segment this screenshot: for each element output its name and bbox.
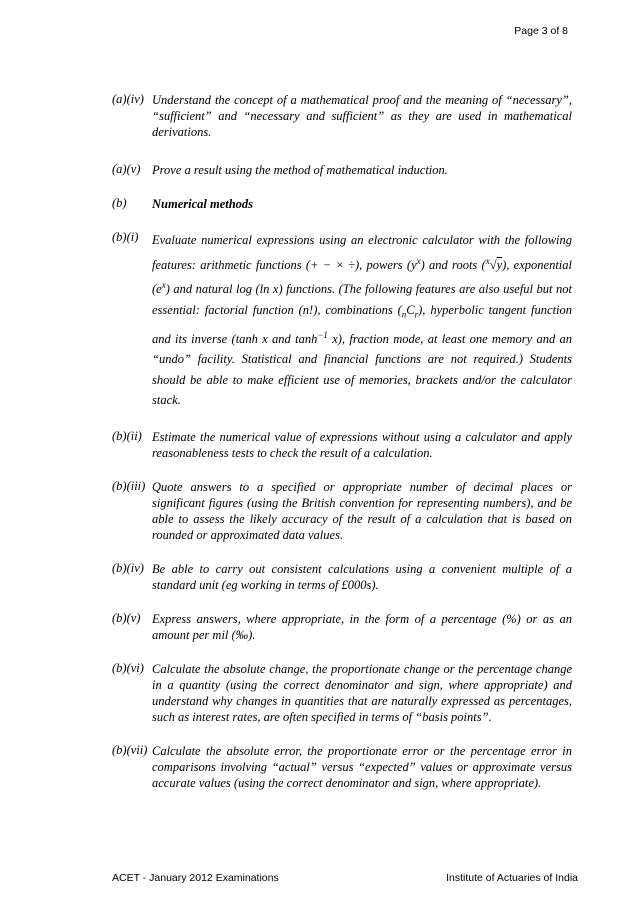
item-b-i — [112, 230, 572, 411]
inverse-tanh-exponent: −1 — [317, 329, 328, 340]
item-label: (b)(iv) — [112, 560, 144, 575]
exponential-expression — [156, 282, 166, 296]
item-label: (b)(ii) — [112, 428, 142, 443]
page-number: Page 3 of 8 — [514, 25, 568, 37]
tanh-expression: tanh x — [235, 331, 268, 346]
text-part: ) functions. (The following features are also useful but not essential: factorial function ( — [152, 282, 572, 317]
item-a-iv — [112, 92, 572, 140]
item-label: (b)(v) — [112, 610, 141, 625]
item-b-iv — [112, 561, 572, 593]
root-index: x — [485, 255, 490, 266]
power-exponent: x — [416, 255, 421, 266]
item-label: (b) — [112, 196, 127, 210]
exponential-exponent: x — [161, 280, 166, 291]
item-b-vii — [112, 743, 572, 791]
root-expression — [485, 255, 503, 272]
item-b-v — [112, 611, 572, 643]
combination-r: r — [414, 309, 419, 320]
section-heading: Numerical methods — [152, 197, 254, 211]
item-text — [152, 230, 572, 411]
power-expression — [411, 255, 421, 272]
item-text: Calculate the absolute change, the proportionate change or the percentage change in a quantity (using the correct denominator and sign, where appropriate) and understand why changes in quantities that are naturally expressed as percentages, such as interest rates, are often specified in terms of “basis points”. — [152, 661, 572, 724]
inverse-tanh-expression — [295, 329, 338, 346]
item-text: Quote answers to a specified or appropriate number of decimal places or significant figures (using the British convention for representing numbers), and be able to assess the likely accuracy of the result of a calculation that is based on rounded or approximated data values. — [152, 479, 572, 542]
item-b — [112, 196, 572, 212]
inverse-tanh-name: tanh — [295, 331, 318, 346]
text-part: ), exponential ( — [152, 257, 572, 297]
text-part: ) and roots ( — [420, 257, 486, 272]
text-part: ), combinations ( — [313, 302, 402, 317]
item-label: (a)(v) — [112, 162, 141, 176]
footer-exam-title: ACET - January 2012 Examinations — [112, 872, 279, 884]
text-part: ), powers ( — [355, 257, 412, 272]
footer-institute: Institute of Actuaries of India — [446, 872, 578, 884]
item-text: Calculate the absolute error, the proportionate error or the percentage error in comparisons involving “actual” versus “expected” values or approximate versus accurate values (using the correct denominator and sign, where appropriate). — [152, 743, 572, 790]
text-part: ) and natural log ( — [165, 282, 260, 297]
syllabus-content — [112, 92, 572, 791]
item-label: (b)(vii) — [112, 742, 148, 757]
text-part: Evaluate numerical expressions using an electronic calculator with the following features: arithmetic functions ( — [152, 233, 572, 272]
item-b-iii — [112, 479, 572, 543]
factorial-expression: n! — [302, 302, 314, 317]
item-label: (b)(i) — [112, 230, 139, 244]
combination-expression — [401, 302, 419, 320]
item-text: Understand the concept of a mathematical proof and the meaning of “necessary”, “sufficient” and “necessary and sufficient” as they are used in mathematical derivations. — [152, 93, 572, 139]
item-label: (b)(vi) — [112, 660, 144, 675]
inverse-tanh-arg: x — [332, 331, 338, 346]
item-a-v — [112, 162, 572, 178]
natural-log-expression: ln x — [259, 282, 279, 297]
combination-c: C — [406, 302, 415, 317]
item-text: Prove a result using the method of mathematical induction. — [152, 163, 448, 177]
combination-n: n — [401, 309, 407, 320]
text-part: ), fraction mode, at least one memory and an “undo” facility. Statistical and financial functions are not required.) Students should be able to make efficient use of memories, brackets and/or the calculator stack. — [152, 331, 573, 408]
item-text: Be able to carry out consistent calculations using a convenient multiple of a standard unit (eg working in terms of £000s). — [152, 561, 572, 592]
item-b-vi — [112, 661, 572, 725]
root-argument: y — [496, 257, 503, 272]
item-label: (b)(iii) — [112, 478, 146, 493]
item-b-ii — [112, 429, 572, 461]
arithmetic-operators: + − × ÷ — [310, 257, 356, 272]
item-label: (a)(iv) — [112, 92, 144, 106]
item-text: Estimate the numerical value of expressions without using a calculator and apply reasonableness tests to check the result of a calculation. — [152, 429, 572, 460]
power-base: y — [411, 257, 417, 272]
item-text: Express answers, where appropriate, in the form of a percentage (%) or as an amount per mil (‰). — [152, 611, 572, 642]
exponential-base: e — [156, 282, 162, 297]
root-symbol: √ — [489, 257, 497, 272]
text-part: ), hyperbolic tangent function and its inverse ( — [152, 302, 573, 346]
and-word: and — [272, 331, 291, 346]
